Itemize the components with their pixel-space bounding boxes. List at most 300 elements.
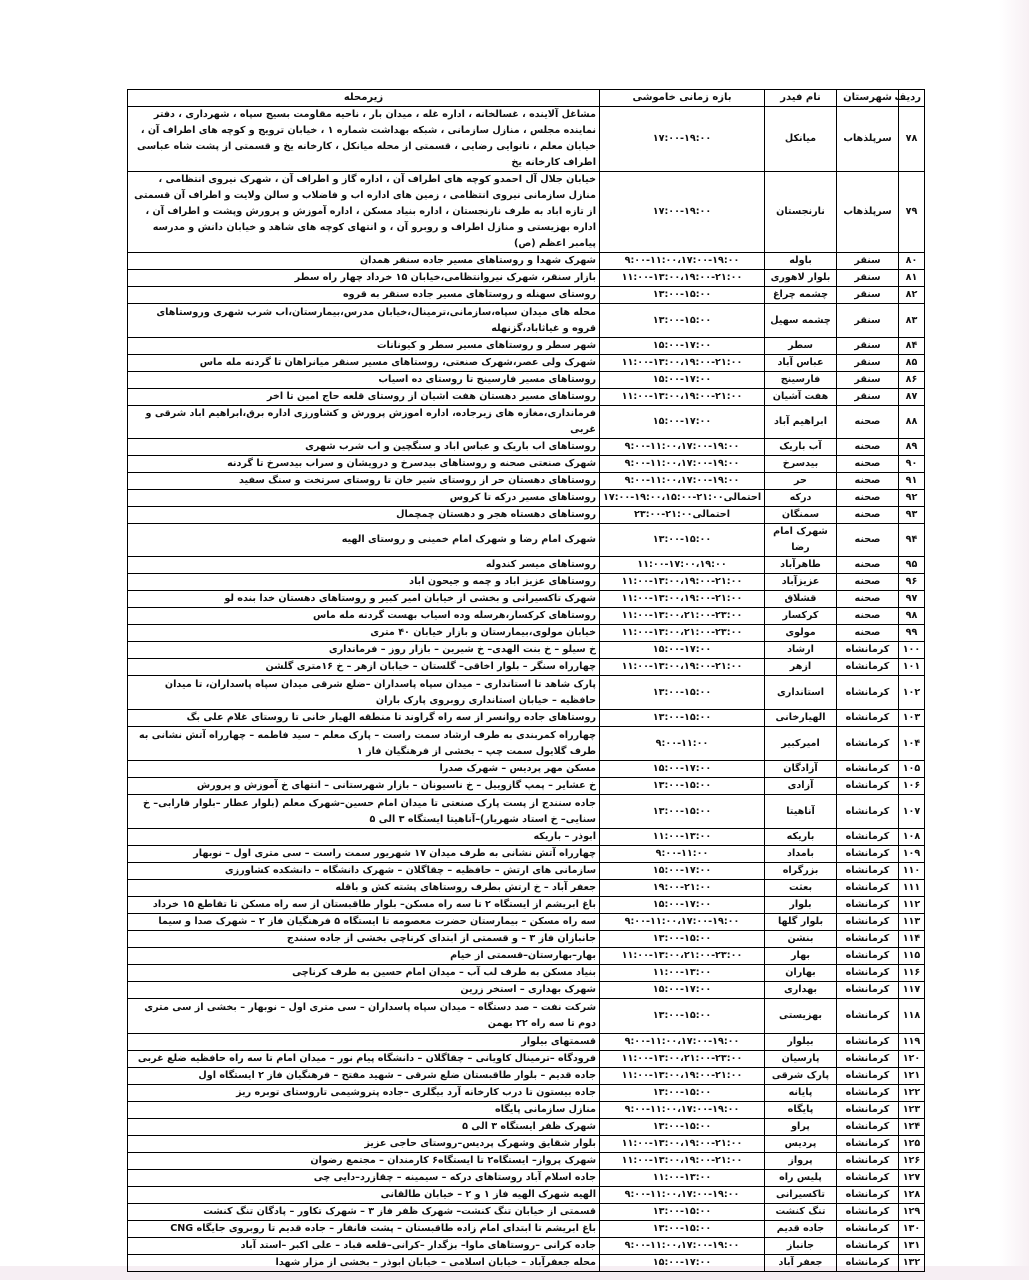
city-cell: سنقر	[837, 372, 899, 389]
row-number: ۱۱۸	[899, 999, 925, 1034]
time-window-cell: ۹:۰۰-۱۱:۰۰،۱۷:۰۰-۱۹:۰۰	[600, 914, 765, 931]
time-window-cell: ۱۵:۰۰-۱۷:۰۰	[600, 406, 765, 439]
city-cell: کرمانشاه	[837, 1153, 899, 1170]
area-cell: شهرک ظفر ایستگاه ۳ الی ۵	[128, 1119, 600, 1136]
row-number: ۷۸	[899, 107, 925, 172]
city-cell: کرمانشاه	[837, 863, 899, 880]
table-row	[128, 490, 925, 507]
time-window-cell: ۱۳:۰۰-۱۵:۰۰	[600, 287, 765, 304]
table-row	[128, 524, 925, 557]
table-row	[128, 253, 925, 270]
feeder-cell: پارک شرقی	[765, 1068, 837, 1085]
table-row	[128, 1255, 925, 1272]
time-window-cell: ۱۳:۰۰-۱۵:۰۰	[600, 676, 765, 710]
row-number: ۱۲۰	[899, 1051, 925, 1068]
row-number: ۱۰۹	[899, 846, 925, 863]
area-cell: باغ ابریشم از ایستگاه ۲ تا سه راه مسکن– بلوار طاقبستان از سه راه مسکن تا تقاطع ۱۵ خرداد	[128, 897, 600, 914]
feeder-cell: بهداری	[765, 982, 837, 999]
feeder-cell: جانباز	[765, 1238, 837, 1255]
time-window-cell: ۹:۰۰-۱۱:۰۰،۱۷:۰۰-۱۹:۰۰	[600, 473, 765, 490]
row-number: ۱۰۱	[899, 659, 925, 676]
area-cell: جانبازان فاز ۳ – و قسمتی از ابتدای کرناچی بخشی از جاده سنندج	[128, 931, 600, 948]
feeder-cell: ارشاد	[765, 642, 837, 659]
table-row	[128, 1034, 925, 1051]
feeder-cell: بهزیستی	[765, 999, 837, 1034]
area-cell: روستاهای عزیز اباد و چمه و جیحون اباد	[128, 574, 600, 591]
area-cell: منازل سازمانی پایگاه	[128, 1102, 600, 1119]
area-cell: قسمتی از خیابان تنگ کنشت– شهرک ظفر فاز ۳ – شهرک تکاور – پادگان تنگ کنشت	[128, 1204, 600, 1221]
table-row	[128, 406, 925, 439]
table-row	[128, 591, 925, 608]
area-cell: جعفر آباد – خ ارتش بطرف روستاهای پشته کش و باقله	[128, 880, 600, 897]
time-window-cell: ۱۱:۰۰-۱۳:۰۰،۱۹:۰۰-۲۱:۰۰	[600, 574, 765, 591]
table-row	[128, 1153, 925, 1170]
feeder-cell: پراو	[765, 1119, 837, 1136]
time-window-cell: ۱۳:۰۰-۱۵:۰۰	[600, 1085, 765, 1102]
row-number: ۸۲	[899, 287, 925, 304]
city-cell: کرمانشاه	[837, 1051, 899, 1068]
area-cell: خ عشایر – پمپ گازوییل – خ ناسیونان – بازار شهرستانی – انتهای خ آموزش و پرورش	[128, 778, 600, 795]
area-cell: باغ ابریشم تا ابتدای امام زاده طاقبستان – پشت فانفار – جاده قدیم تا روبروی جایگاه CNG	[128, 1221, 600, 1238]
area-cell: شهرک صنعتی صحنه و روستاهای بیدسرخ و درویشان و سراب بیدسرخ تا گردنه	[128, 456, 600, 473]
time-window-cell: ۱۱:۰۰-۱۳:۰۰،۱۹:۰۰-۲۱:۰۰	[600, 355, 765, 372]
area-cell: جاده سنندج از پست پارک صنعتی تا میدان امام حسین–شهرک معلم (بلوار عطار –بلوار فارابی– خ سنایی– خ استاد شهریار)–آناهیتا ایستگاه ۳ الی ۵	[128, 795, 600, 829]
time-window-cell: ۱۳:۰۰-۱۵:۰۰	[600, 1119, 765, 1136]
time-window-cell: احتمالی۲۱:۰۰-۱۹:۰۰،۱۵:۰۰-۱۷:۰۰	[600, 490, 765, 507]
row-number: ۱۲۸	[899, 1187, 925, 1204]
table-row	[128, 1187, 925, 1204]
time-window-cell: ۱۱:۰۰-۱۳:۰۰،۲۱:۰۰-۲۳:۰۰	[600, 948, 765, 965]
table-row	[128, 676, 925, 710]
city-cell: کرمانشاه	[837, 846, 899, 863]
feeder-cell: پرواز	[765, 1153, 837, 1170]
table-row	[128, 914, 925, 931]
feeder-cell: پایانه	[765, 1085, 837, 1102]
table-row	[128, 880, 925, 897]
city-cell: کرمانشاه	[837, 761, 899, 778]
time-window-cell: ۱۵:۰۰-۱۷:۰۰	[600, 863, 765, 880]
row-number: ۱۱۹	[899, 1034, 925, 1051]
city-cell: کرمانشاه	[837, 727, 899, 761]
city-cell: صحنه	[837, 524, 899, 557]
city-cell: کرمانشاه	[837, 710, 899, 727]
feeder-cell: باریکه	[765, 829, 837, 846]
city-cell: سرپلذهاب	[837, 107, 899, 172]
table-row	[128, 557, 925, 574]
area-cell: خیابان جلال آل احمدو کوچه های اطراف آن ، اداره گاز و اطراف آن ، شهرک نیروی انتظامی ، منازل سازمانی نیروی انتظامی ، زمین های اداره اب و فاضلاب و سالن ولایت و اطراف آن قسمتی از تازه اباد به طرف نارنجستان ، اداره بنیاد مسکن ، اداره آموزش و پرورش وپشت و اطراف آن ، اداره بهزیستی و منازل اطراف و روبرو آن ، و انتهای کوچه های شاهد و خیابان دانش و مدرسه پیامبر اعظم (ص)	[128, 172, 600, 253]
table-row	[128, 270, 925, 287]
row-number: ۹۶	[899, 574, 925, 591]
time-window-cell: ۱۱:۰۰-۱۳:۰۰،۱۹:۰۰-۲۱:۰۰	[600, 1136, 765, 1153]
area-cell: محله های میدان سپاه،سازمانی،ترمینال،خیابان مدرس،بیمارستان،اب شرب شهری وروستاهای قروه و غیاثاباد،گزنهله	[128, 304, 600, 338]
page-edge-shadow	[999, 0, 1029, 1280]
table-row	[128, 778, 925, 795]
city-cell: صحنه	[837, 608, 899, 625]
city-cell: کرمانشاه	[837, 880, 899, 897]
feeder-cell: نارنجستان	[765, 172, 837, 253]
city-cell: کرمانشاه	[837, 1170, 899, 1187]
table-row	[128, 999, 925, 1034]
city-cell: کرمانشاه	[837, 778, 899, 795]
time-window-cell: ۱۱:۰۰-۱۳:۰۰،۱۹:۰۰-۲۱:۰۰	[600, 659, 765, 676]
city-cell: صحنه	[837, 473, 899, 490]
header-city: شهرستان	[837, 90, 899, 107]
row-number: ۱۰۸	[899, 829, 925, 846]
city-cell: صحنه	[837, 406, 899, 439]
row-number: ۹۰	[899, 456, 925, 473]
city-cell: کرمانشاه	[837, 1119, 899, 1136]
table-row	[128, 439, 925, 456]
area-cell: بازار سنقر، شهرک نیروانتظامی،خیابان ۱۵ خرداد چهار راه سطر	[128, 270, 600, 287]
city-cell: سنقر	[837, 287, 899, 304]
row-number: ۱۰۰	[899, 642, 925, 659]
area-cell: خیابان مولوی،بیمارستان و بازار خیابان ۴۰ متری	[128, 625, 600, 642]
area-cell: شهرک پرواز– ایستگاه۲ تا ایستگاه۶ کارمندان – مجتمع رضوان	[128, 1153, 600, 1170]
area-cell: روستاهای دهستان حر از روستای شیر خان تا روستای سرتخت و سنگ سفید	[128, 473, 600, 490]
feeder-cell: بیلوار	[765, 1034, 837, 1051]
area-cell: محله جعفرآباد – خیابان اسلامی – خیابان ابوذر – بخشی از مزار شهدا	[128, 1255, 600, 1272]
row-number: ۸۷	[899, 389, 925, 406]
time-window-cell: ۱۵:۰۰-۱۷:۰۰	[600, 982, 765, 999]
area-cell: چهارراه کمربندی به طرف ارشاد سمت راست – پارک معلم – سید فاطمه – چهارراه آتش نشانی به طرف گلایول سمت چپ – بخشی از فرهنگیان فاز ۱	[128, 727, 600, 761]
row-number: ۱۱۵	[899, 948, 925, 965]
row-number: ۱۰۴	[899, 727, 925, 761]
city-cell: سنقر	[837, 270, 899, 287]
row-number: ۱۰۲	[899, 676, 925, 710]
table-body	[128, 107, 925, 1272]
row-number: ۱۳۲	[899, 1255, 925, 1272]
area-cell: جاده بیستون تا درب کارخانه آرد بیگلری –جاده پتروشیمی تاروستای توبره ریز	[128, 1085, 600, 1102]
table-row	[128, 659, 925, 676]
table-row	[128, 608, 925, 625]
time-window-cell: ۱۳:۰۰-۱۵:۰۰	[600, 795, 765, 829]
area-cell: بهار–بهارستان–قسمتی از خیام	[128, 948, 600, 965]
area-cell: شرکت نفت – صد دستگاه – میدان سپاه پاسداران – سی متری اول – نوبهار – بخشی از سی متری دوم تا سه راه ۲۲ بهمن	[128, 999, 600, 1034]
table-row	[128, 1221, 925, 1238]
time-window-cell: ۱۱:۰۰-۱۳:۰۰	[600, 829, 765, 846]
time-window-cell: ۱۳:۰۰-۱۵:۰۰	[600, 304, 765, 338]
city-cell: صحنه	[837, 591, 899, 608]
row-number: ۸۶	[899, 372, 925, 389]
row-number: ۱۳۰	[899, 1221, 925, 1238]
table-row	[128, 965, 925, 982]
feeder-cell: سطر	[765, 338, 837, 355]
header-feeder: نام فیدر	[765, 90, 837, 107]
feeder-cell: ازهر	[765, 659, 837, 676]
feeder-cell: بهار	[765, 948, 837, 965]
area-cell: روستاهای مسیر فارسینج تا روستای ده اسیاب	[128, 372, 600, 389]
area-cell: الهیه شهرک الهیه فاز ۱ و ۲ – خیابان طالقانی	[128, 1187, 600, 1204]
row-number: ۹۲	[899, 490, 925, 507]
header-row-number: ردیف	[899, 90, 925, 107]
row-number: ۱۱۴	[899, 931, 925, 948]
area-cell: بنیاد مسکن به طرف لب آب – میدان امام حسین به طرف کرناچی	[128, 965, 600, 982]
time-window-cell: ۱۳:۰۰-۱۵:۰۰	[600, 710, 765, 727]
city-cell: سنقر	[837, 253, 899, 270]
city-cell: کرمانشاه	[837, 1187, 899, 1204]
feeder-cell: شهرک امام رضا	[765, 524, 837, 557]
time-window-cell: ۱۱:۰۰-۱۳:۰۰،۱۹:۰۰-۲۱:۰۰	[600, 270, 765, 287]
table-row	[128, 287, 925, 304]
area-cell: جاده اسلام آباد روستاهای درکه – سیمینه – چقازرد–دایی چی	[128, 1170, 600, 1187]
row-number: ۱۱۶	[899, 965, 925, 982]
area-cell: مشاغل آلاینده ، غسالخانه ، اداره غله ، میدان بار ، ناحیه مقاومت بسیج سپاه ، شهرداری ، دفتر نماینده مجلس ، منازل سازمانی ، شبکه بهداشت شماره ۱ ، خیابان ترویج و کوچه های اطراف آن ، خیابان معلم ، نانوایی رضایی ، قسمتی از محله میانکل ، کارخانه یخ و قسمتی از پشت شاه عباسی اطراف کارخانه یخ	[128, 107, 600, 172]
area-cell: روستاهای دهستاه هجر و دهستان چمچمال	[128, 507, 600, 524]
time-window-cell: ۱۳:۰۰-۱۵:۰۰	[600, 999, 765, 1034]
city-cell: کرمانشاه	[837, 1204, 899, 1221]
feeder-cell: عزیزآباد	[765, 574, 837, 591]
area-cell: سه راه مسکن – بیمارستان حضرت معصومه تا ایستگاه ۵ فرهنگیان فاز ۲ – شهرک صدا و سیما	[128, 914, 600, 931]
city-cell: کرمانشاه	[837, 1221, 899, 1238]
table-row	[128, 897, 925, 914]
area-cell: جاده کرانی –روستاهای ماوا– بزگدار –کرانی–قلعه قباد – علی اکبر –استد آباد	[128, 1238, 600, 1255]
time-window-cell: ۹:۰۰-۱۱:۰۰،۱۷:۰۰-۱۹:۰۰	[600, 456, 765, 473]
time-window-cell: ۱۱:۰۰-۱۳:۰۰،۱۹:۰۰-۲۱:۰۰	[600, 389, 765, 406]
time-window-cell: ۱۱:۰۰-۱۳:۰۰،۲۱:۰۰-۲۳:۰۰	[600, 608, 765, 625]
row-number: ۱۰۶	[899, 778, 925, 795]
feeder-cell: بلوار لاهوری	[765, 270, 837, 287]
table-row	[128, 456, 925, 473]
table-row	[128, 1170, 925, 1187]
city-cell: صحنه	[837, 557, 899, 574]
table-row	[128, 507, 925, 524]
row-number: ۱۲۱	[899, 1068, 925, 1085]
feeder-cell: پلیس راه	[765, 1170, 837, 1187]
area-cell: شهرک امام رضا و شهرک امام خمینی و روستای الهیه	[128, 524, 600, 557]
table-row	[128, 642, 925, 659]
feeder-cell: بیدسرخ	[765, 456, 837, 473]
area-cell: روستای سهنله و روستاهای مسیر جاده سنقر به قروه	[128, 287, 600, 304]
city-cell: کرمانشاه	[837, 897, 899, 914]
feeder-cell: چشمه سهیل	[765, 304, 837, 338]
time-window-cell: ۱۱:۰۰-۱۳:۰۰،۲۱:۰۰-۲۳:۰۰	[600, 1051, 765, 1068]
feeder-cell: آناهیتا	[765, 795, 837, 829]
city-cell: کرمانشاه	[837, 1085, 899, 1102]
table-row	[128, 625, 925, 642]
feeder-cell: بزرگراه	[765, 863, 837, 880]
area-cell: فرمانداری،مغازه های زیرجاده، اداره اموزش پرورش و کشاورزی اداره برق،ابراهیم اباد شرقی و غربی	[128, 406, 600, 439]
feeder-cell: میانکل	[765, 107, 837, 172]
row-number: ۹۳	[899, 507, 925, 524]
feeder-cell: طاهرآباد	[765, 557, 837, 574]
time-window-cell: ۹:۰۰-۱۱:۰۰،۱۷:۰۰-۱۹:۰۰	[600, 1238, 765, 1255]
city-cell: کرمانشاه	[837, 676, 899, 710]
feeder-cell: چشمه چراغ	[765, 287, 837, 304]
city-cell: کرمانشاه	[837, 659, 899, 676]
row-number: ۱۱۰	[899, 863, 925, 880]
time-window-cell: ۹:۰۰-۱۱:۰۰،۱۷:۰۰-۱۹:۰۰	[600, 1102, 765, 1119]
table-row	[128, 727, 925, 761]
table-row	[128, 1085, 925, 1102]
table-row	[128, 1204, 925, 1221]
city-cell: کرمانشاه	[837, 982, 899, 999]
area-cell: شهرک ولی عصر،شهرک صنعتی، روستاهای مسیر سنقر میانراهان تا گردنه مله ماس	[128, 355, 600, 372]
row-number: ۹۸	[899, 608, 925, 625]
feeder-cell: امیرکبیر	[765, 727, 837, 761]
feeder-cell: آزادگان	[765, 761, 837, 778]
feeder-cell: هفت آشیان	[765, 389, 837, 406]
feeder-cell: بامداد	[765, 846, 837, 863]
header-area: زیرمحله	[128, 90, 600, 107]
area-cell: چهارراه آتش نشانی به طرف میدان ۱۷ شهریور سمت راست – سی متری اول – نوبهار	[128, 846, 600, 863]
outage-schedule-table	[127, 89, 925, 1272]
table-row	[128, 304, 925, 338]
city-cell: کرمانشاه	[837, 1136, 899, 1153]
time-window-cell: ۱۱:۰۰-۱۳:۰۰،۱۹:۰۰-۲۱:۰۰	[600, 591, 765, 608]
feeder-cell: عباس آباد	[765, 355, 837, 372]
row-number: ۱۲۴	[899, 1119, 925, 1136]
feeder-cell: باوله	[765, 253, 837, 270]
row-number: ۸۳	[899, 304, 925, 338]
city-cell: صحنه	[837, 625, 899, 642]
table-row	[128, 372, 925, 389]
time-window-cell: ۱۳:۰۰-۱۵:۰۰	[600, 778, 765, 795]
feeder-cell: بعثت	[765, 880, 837, 897]
area-cell: قسمتهای بیلوار	[128, 1034, 600, 1051]
area-cell: خ سیلو – خ بنت الهدی– خ شیرین – بازار روز – فرمانداری	[128, 642, 600, 659]
feeder-cell: بهاران	[765, 965, 837, 982]
city-cell: کرمانشاه	[837, 1034, 899, 1051]
area-cell: جاده قدیم – بلوار طاقبستان ضلع شرقی – شهید مفتح – فرهنگیان فاز ۲ ایستگاه اول	[128, 1068, 600, 1085]
area-cell: بلوار شقایق وشهرک پردیس–روستای حاجی عزیز	[128, 1136, 600, 1153]
table-row	[128, 846, 925, 863]
city-cell: صحنه	[837, 490, 899, 507]
table-row	[128, 931, 925, 948]
row-number: ۸۰	[899, 253, 925, 270]
row-number: ۸۱	[899, 270, 925, 287]
city-cell: صحنه	[837, 439, 899, 456]
time-window-cell: ۱۳:۰۰-۱۵:۰۰	[600, 931, 765, 948]
feeder-cell: الهیارخانی	[765, 710, 837, 727]
time-window-cell: ۹:۰۰-۱۱:۰۰	[600, 727, 765, 761]
feeder-cell: بلوار گلها	[765, 914, 837, 931]
row-number: ۱۳۱	[899, 1238, 925, 1255]
feeder-cell: جعفر آباد	[765, 1255, 837, 1272]
time-window-cell: ۱۵:۰۰-۱۷:۰۰	[600, 1255, 765, 1272]
row-number: ۱۲۳	[899, 1102, 925, 1119]
feeder-cell: استانداری	[765, 676, 837, 710]
row-number: ۷۹	[899, 172, 925, 253]
city-cell: سنقر	[837, 338, 899, 355]
feeder-cell: بلوار	[765, 897, 837, 914]
feeder-cell: کرکسار	[765, 608, 837, 625]
row-number: ۱۲۹	[899, 1204, 925, 1221]
area-cell: روستاهای مسیر درکه تا کروس	[128, 490, 600, 507]
city-cell: کرمانشاه	[837, 914, 899, 931]
time-window-cell: ۱۳:۰۰-۱۵:۰۰	[600, 1221, 765, 1238]
time-window-cell: ۱۵:۰۰-۱۷:۰۰	[600, 642, 765, 659]
row-number: ۹۱	[899, 473, 925, 490]
area-cell: ابوذر – باریکه	[128, 829, 600, 846]
city-cell: صحنه	[837, 507, 899, 524]
table-row	[128, 795, 925, 829]
table-row	[128, 761, 925, 778]
feeder-cell: آزادی	[765, 778, 837, 795]
table-row	[128, 863, 925, 880]
table-row	[128, 574, 925, 591]
table-row	[128, 107, 925, 172]
city-cell: کرمانشاه	[837, 829, 899, 846]
time-window-cell: ۱۹:۰۰-۲۱:۰۰	[600, 880, 765, 897]
row-number: ۹۴	[899, 524, 925, 557]
feeder-cell: قشلاق	[765, 591, 837, 608]
feeder-cell: تاکسیرانی	[765, 1187, 837, 1204]
time-window-cell: ۱۱:۰۰-۱۳:۰۰،۱۹:۰۰-۲۱:۰۰	[600, 1153, 765, 1170]
area-cell: روستاهای اب باریک و عباس اباد و سنگچین و اب شرب شهری	[128, 439, 600, 456]
city-cell: سنقر	[837, 389, 899, 406]
table-row	[128, 172, 925, 253]
feeder-cell: فارسینج	[765, 372, 837, 389]
area-cell: چهارراه سنگر – بلوار اخاقی– گلستان – خیابان ازهر – خ ۱۶متری گلشن	[128, 659, 600, 676]
table-row	[128, 473, 925, 490]
feeder-cell: ابراهیم آباد	[765, 406, 837, 439]
time-window-cell: ۱۵:۰۰-۱۷:۰۰	[600, 897, 765, 914]
row-number: ۱۰۵	[899, 761, 925, 778]
area-cell: فرودگاه –ترمینال کاویانی – چقاگلان – دانشگاه پیام نور – میدان امام تا سه راه حافظیه ضلع غربی	[128, 1051, 600, 1068]
row-number: ۱۲۶	[899, 1153, 925, 1170]
row-number: ۱۲۲	[899, 1085, 925, 1102]
time-window-cell: ۱۵:۰۰-۱۷:۰۰	[600, 372, 765, 389]
city-cell: سنقر	[837, 304, 899, 338]
feeder-cell: جاده قدیم	[765, 1221, 837, 1238]
time-window-cell: ۱۳:۰۰-۱۵:۰۰	[600, 524, 765, 557]
feeder-cell: پردیس	[765, 1136, 837, 1153]
time-window-cell: ۱۱:۰۰-۱۳:۰۰،۱۹:۰۰-۲۱:۰۰	[600, 1068, 765, 1085]
feeder-cell: پایگاه	[765, 1102, 837, 1119]
time-window-cell: ۱۱:۰۰-۱۳:۰۰	[600, 1170, 765, 1187]
row-number: ۸۴	[899, 338, 925, 355]
area-cell: روستاهای جاده روانسر از سه راه گراوند تا منطقه الهیار خانی تا روستای غلام علی بگ	[128, 710, 600, 727]
city-cell: سرپلذهاب	[837, 172, 899, 253]
city-cell: کرمانشاه	[837, 795, 899, 829]
area-cell: روستاهای کرکسار،هرسله وده اسیاب بهست گردنه مله ماس	[128, 608, 600, 625]
table-row	[128, 710, 925, 727]
area-cell: روستاهای میسر کندوله	[128, 557, 600, 574]
feeder-cell: سمنگان	[765, 507, 837, 524]
time-window-cell: ۱۳:۰۰-۱۵:۰۰	[600, 1204, 765, 1221]
feeder-cell: آب باریک	[765, 439, 837, 456]
feeder-cell: پارسیان	[765, 1051, 837, 1068]
city-cell: کرمانشاه	[837, 948, 899, 965]
city-cell: کرمانشاه	[837, 1238, 899, 1255]
table-row	[128, 1068, 925, 1085]
area-cell: روستاهای مسیر دهستان هفت اشیان از روستای قلعه حاج امین تا اخر	[128, 389, 600, 406]
table-row	[128, 1238, 925, 1255]
city-cell: کرمانشاه	[837, 965, 899, 982]
time-window-cell: ۹:۰۰-۱۱:۰۰،۱۷:۰۰-۱۹:۰۰	[600, 253, 765, 270]
time-window-cell: ۱۱:۰۰-۱۳:۰۰	[600, 965, 765, 982]
row-number: ۱۱۱	[899, 880, 925, 897]
area-cell: مسکن مهر پردیس – شهرک صدرا	[128, 761, 600, 778]
time-window-cell: ۹:۰۰-۱۱:۰۰،۱۷:۰۰-۱۹:۰۰	[600, 1187, 765, 1204]
row-number: ۱۰۷	[899, 795, 925, 829]
feeder-cell: بنشن	[765, 931, 837, 948]
header-time-window: بازه زمانی خاموشی	[600, 90, 765, 107]
area-cell: شهر سطر و روستاهای مسیر سطر و کیونانات	[128, 338, 600, 355]
table-row	[128, 1119, 925, 1136]
table-row	[128, 1051, 925, 1068]
city-cell: کرمانشاه	[837, 642, 899, 659]
feeder-cell: حر	[765, 473, 837, 490]
city-cell: صحنه	[837, 574, 899, 591]
table-row	[128, 355, 925, 372]
time-window-cell: ۹:۰۰-۱۱:۰۰	[600, 846, 765, 863]
table-row	[128, 338, 925, 355]
area-cell: شهرک بهداری – استخر زرین	[128, 982, 600, 999]
time-window-cell: ۱۷:۰۰-۱۹:۰۰	[600, 107, 765, 172]
table-row	[128, 829, 925, 846]
feeder-cell: تنگ کنشت	[765, 1204, 837, 1221]
